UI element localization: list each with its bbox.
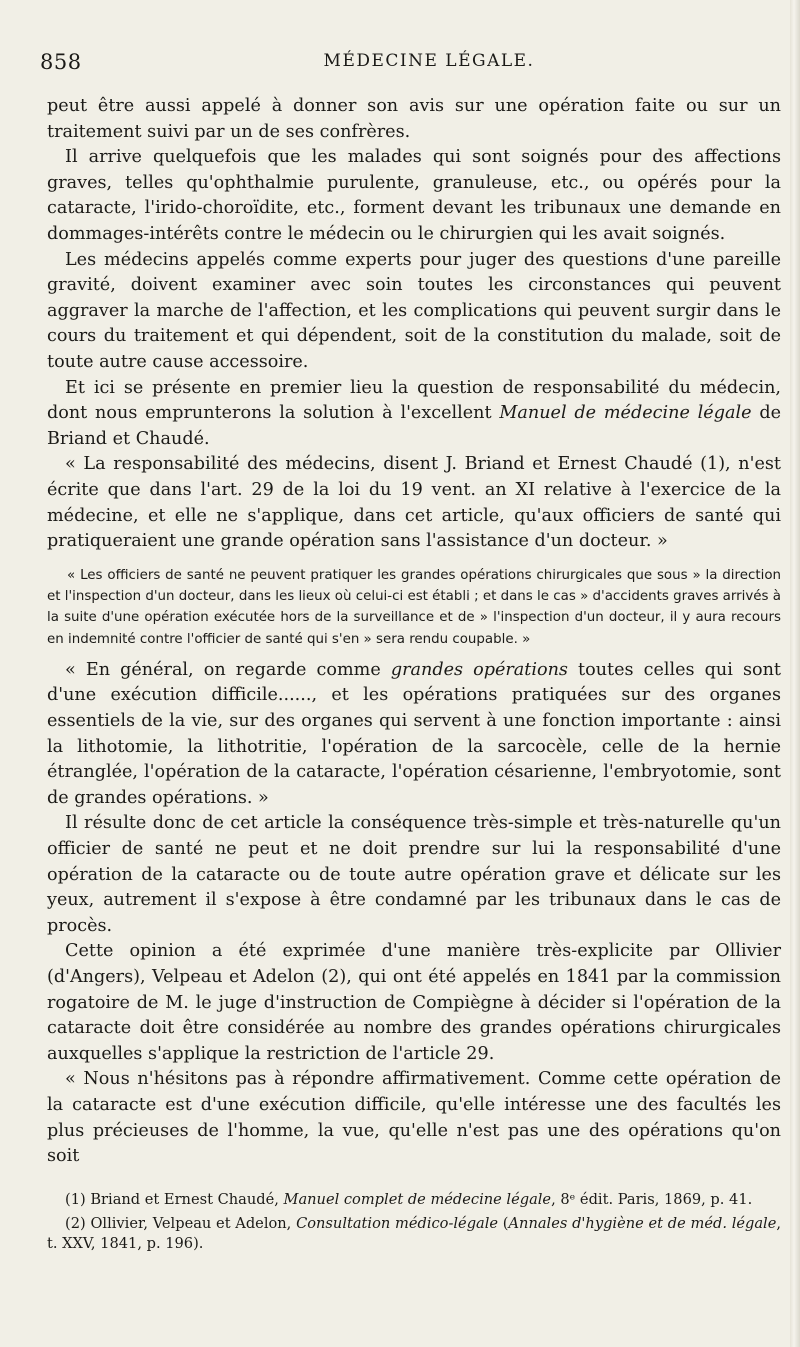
- page-edge-shadow: [790, 0, 800, 1347]
- footnote-2: [47, 1214, 781, 1254]
- paragraph-quote-intro: « La responsabilité des médecins, disent J. Briand et Ernest Chaudé (1), n'est écrite que dans l'art. 29 de la loi du 19 vent. an XI relative à l'exercice de la médecine, et elle ne s'applique, dans cet article, qu'aux officiers de santé qui pratiqueraient une grande opération sans l'assistance d'un docteur. »: [47, 454, 781, 552]
- footnote-title: Consultation médico-légale: [296, 1214, 499, 1232]
- page-number: 858: [40, 50, 82, 74]
- text-segment: Ollivier, Velpeau et Adelon,: [85, 1214, 297, 1232]
- paragraph-affections: Il arrive quelquefois que les malades qui sont soignés pour des affections graves, telles qu'ophthalmie purulente, granuleuse, etc., ou opérés pour la cataracte, l'irido-choroïdite, etc., forment devant les tribunaux une demande en dommages-intérêts contre le médecin ou le chirurgien qui les avait soignés.: [47, 147, 781, 244]
- text-segment: de Briand et Chaudé.: [47, 403, 781, 449]
- emphasized-term: grandes opérations: [390, 659, 568, 680]
- footnote-1: [47, 1190, 781, 1210]
- law-quote-block: [47, 565, 781, 650]
- paragraph-opening: peut être aussi appelé à donner son avis sur une opération faite ou sur un traitement suivi par un de ses confrères.: [47, 96, 781, 142]
- footnote-title: Manuel complet de médecine légale: [283, 1190, 552, 1208]
- running-title: MÉDECINE LÉGALE.: [323, 51, 535, 71]
- paragraph-experts: Les médecins appelés comme experts pour juger des questions d'une pareille gravité, doivent examiner avec soin toutes les circonstances qui peuvent aggraver la marche de l'affection, et les complications qui peuvent surgir dans le cours du traitement et qui dépendent, soit de la constitution du malade, soit de toute autre cause accessoire.: [47, 249, 781, 372]
- law-quote-text: « Les officiers de santé ne peuvent pratiquer les grandes opérations chirurgicales que sous » la direction et l'inspection d'un docteur, dans les lieux où celui-ci est établi ; et dans le cas » d'accidents graves arrivés à la suite d'une opération exécutée hors de la surveillance et de » l'inspection d'un docteur, il y aura recours en indemnité contre l'officier de santé qui s'en » sera rendu coupable. »: [47, 567, 781, 647]
- text-segment: , 8ᵉ édit. Paris, 1869, p. 41.: [551, 1190, 753, 1208]
- text-segment: « En général, on regarde comme: [65, 659, 391, 680]
- text-segment: (: [498, 1214, 509, 1232]
- book-title: Manuel de médecine légale: [499, 403, 752, 424]
- paragraph-opinion: Cette opinion a été exprimée d'une manière très-explicite par Ollivier (d'Angers), Velpeau et Adelon (2), qui ont été appelés en 1841 par la commission rogatoire de M. le juge d'instruction de Compiègne à décider si l'opération de la cataracte doit être considérée au nombre des grandes opérations chirurgicales auxquelles s'applique la restriction de l'article 29.: [47, 941, 781, 1064]
- footnote-marker: (1): [65, 1190, 86, 1208]
- footnotes: [47, 1190, 781, 1254]
- text-segment: Et ici se présente en premier lieu la question de responsabilité du médecin, dont nous emprunterons la solution à l'excellent: [47, 377, 781, 424]
- paragraph-grandes-operations: [47, 658, 781, 812]
- footnote-journal: Annales d'hygiène et de méd. légale: [508, 1214, 777, 1232]
- paragraph-affirmative: « Nous n'hésitons pas à répondre affirmativement. Comme cette opération de la cataracte est d'une exécution difficile, qu'elle intéresse une des facultés les plus précieuses de l'homme, la vue, qu'elle n'est pas une des opérations qu'on soit: [47, 1069, 781, 1167]
- running-head: [40, 50, 781, 76]
- body-text: [47, 94, 781, 1170]
- book-page: [40, 50, 782, 1254]
- text-segment: Briand et Ernest Chaudé,: [85, 1190, 284, 1208]
- paragraph-responsabilite: [47, 376, 781, 453]
- text-segment: , t. XXV, 1841, p. 196).: [47, 1214, 781, 1252]
- text-segment: toutes celles qui sont d'une exécution difficile......, et les opérations pratiquées sur des organes essentiels de la vie, sur des organes qui servent à une fonction importante : ainsi la lithotomie, la lithotritie, l'opération de la sarcocèle, celle de la hernie étranglée, l'opération de la cataracte, l'opération césarienne, l'embryotomie, sont de grandes opérations. »: [47, 659, 782, 808]
- paragraph-consequence: Il résulte donc de cet article la conséquence très-simple et très-naturelle qu'un officier de santé ne peut et ne doit prendre sur lui la responsabilité d'une opération de la cataracte ou de toute autre opération grave et délicate sur les yeux, autrement il s'expose à être condamné par les tribunaux dans le cas de procès.: [47, 813, 781, 936]
- footnote-marker: (2): [65, 1214, 86, 1232]
